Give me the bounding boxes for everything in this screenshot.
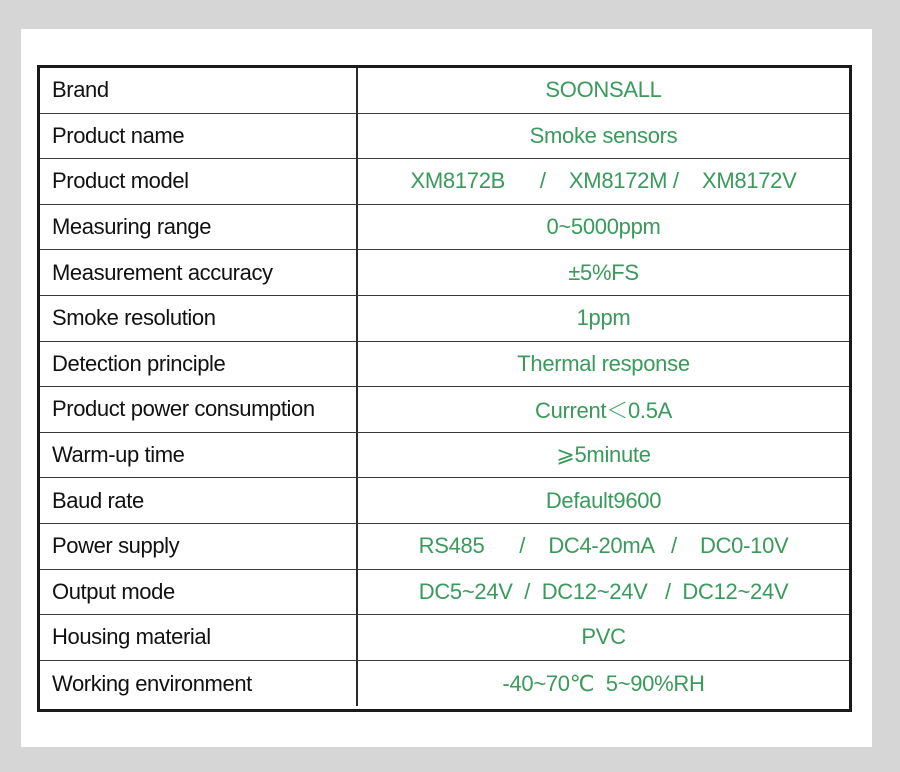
spec-label: Output mode (40, 570, 358, 615)
spec-label: Measurement accuracy (40, 250, 358, 295)
spec-row-power-consumption (40, 387, 849, 433)
spec-row-product-name (40, 114, 849, 160)
spec-label: Detection principle (40, 342, 358, 387)
spec-row-housing-material (40, 615, 849, 661)
spec-value: 0~5000ppm (546, 214, 661, 240)
spec-table (37, 65, 852, 712)
spec-label: Measuring range (40, 205, 358, 250)
spec-row-baud-rate (40, 478, 849, 524)
spec-label: Baud rate (40, 478, 358, 523)
spec-label: Power supply (40, 524, 358, 569)
spec-value: ±5%FS (568, 259, 639, 285)
spec-label: Working environment (40, 661, 358, 707)
spec-label: Brand (40, 68, 358, 113)
spec-value: Thermal response (517, 350, 690, 376)
spec-value: SOONSALL (545, 77, 662, 103)
spec-row-detection-principle (40, 342, 849, 388)
spec-row-power-supply (40, 524, 849, 570)
spec-value: Default9600 (545, 487, 662, 513)
spec-value: DC5~24V / DC12~24V / DC12~24V (418, 578, 789, 604)
spec-row-measuring-range (40, 205, 849, 251)
spec-label: Housing material (40, 615, 358, 660)
spec-row-product-model (40, 159, 849, 205)
spec-value: PVC (581, 624, 626, 650)
spec-row-working-environment (40, 661, 849, 707)
spec-label: Product model (40, 159, 358, 204)
spec-row-measurement-accuracy (40, 250, 849, 296)
spec-value: ⩾5minute (556, 442, 651, 468)
spec-value: RS485 / DC4-20mA / DC0-10V (418, 533, 789, 559)
spec-label: Product power consumption (40, 387, 358, 432)
spec-value: Smoke sensors (529, 122, 678, 148)
spec-value: XM8172B / XM8172M / XM8172V (410, 168, 797, 194)
spec-row-warm-up-time (40, 433, 849, 479)
spec-row-smoke-resolution (40, 296, 849, 342)
spec-value: -40~70℃ 5~90%RH (502, 670, 705, 696)
spec-label: Smoke resolution (40, 296, 358, 341)
spec-value: Current＜0.5A (534, 397, 672, 423)
spec-label: Product name (40, 114, 358, 159)
spec-row-output-mode (40, 570, 849, 616)
spec-value: 1ppm (576, 305, 631, 331)
spec-row-brand (40, 68, 849, 114)
spec-label: Warm-up time (40, 433, 358, 478)
